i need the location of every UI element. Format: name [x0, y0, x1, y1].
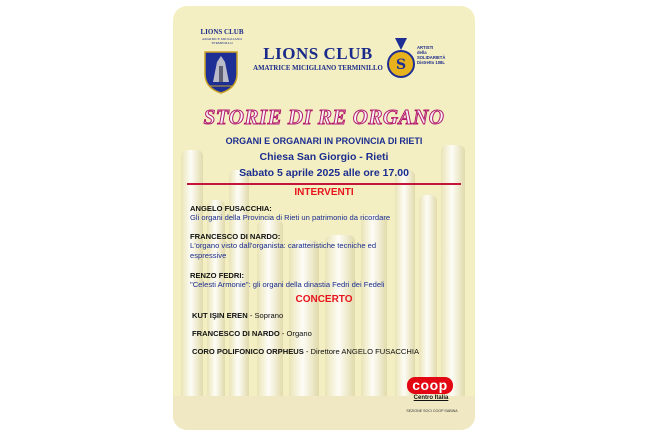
divider	[187, 183, 461, 185]
performer-row	[192, 311, 283, 320]
artisti-medal-icon	[386, 38, 416, 80]
performer-name: KUT IŞIN EREN	[192, 311, 248, 320]
interventi-heading: INTERVENTI	[294, 187, 354, 198]
performer-name: CORO POLIFONICO ORPHEUS	[192, 347, 304, 356]
performer-role: - Direttore ANGELO FUSACCHIA	[303, 347, 420, 356]
lions-small-subtitle: AMATRICE MICIGLIANO TERMINILLO	[202, 37, 242, 45]
event-title: STORIE DI RE ORGANO	[203, 105, 445, 129]
talk-title: Gli organi della Provincia di Rieti un patrimonio da ricordare	[190, 213, 391, 222]
performer-row	[192, 347, 419, 356]
lions-small-title: LIONS CLUB	[200, 28, 244, 36]
coop-region: Centro Italia	[413, 395, 449, 401]
artisti-solidarieta-label	[417, 45, 467, 65]
performer-row	[192, 329, 312, 338]
event-location: Chiesa San Giorgio - Rieti	[259, 151, 389, 163]
artisti-line-4: Distretto 108L	[417, 60, 445, 65]
event-poster	[173, 6, 475, 430]
artisti-line-3: SOLIDARIETÀ	[417, 55, 446, 60]
coop-footer: SEZIONE SOCI COOP SABINA	[406, 409, 458, 413]
lions-main-subtitle: AMATRICE MICIGLIANO TERMINILLO	[253, 65, 383, 72]
speaker-name: FRANCESCO DI NARDO:	[190, 232, 281, 241]
lions-club-header	[253, 44, 383, 72]
concerto-heading: CONCERTO	[295, 294, 353, 305]
performer-role: - Organo	[279, 329, 312, 338]
lions-crest-icon	[199, 48, 243, 94]
talk-title: L'organo visto dall'organista: caratteristiche tecniche ed espressive	[190, 241, 377, 260]
lions-main-title: LIONS CLUB	[263, 44, 373, 63]
coop-logo: coop	[407, 377, 453, 394]
talk-title: "Celesti Armonie": gli organi della dinastia Fedri dei Fedeli	[190, 280, 385, 289]
performer-role: - Soprano	[247, 311, 284, 320]
lions-small-logo-text	[194, 28, 250, 45]
artisti-line-1: ARTISTI	[417, 45, 434, 50]
event-subtitle: ORGANI E ORGANARI IN PROVINCIA DI RIETI	[225, 136, 423, 146]
speaker-name: ANGELO FUSACCHIA:	[190, 204, 272, 213]
artisti-line-2: della	[417, 50, 427, 55]
speaker-name: RENZO FEDRI:	[190, 271, 244, 280]
event-datetime: Sabato 5 aprile 2025 alle ore 17.00	[239, 167, 409, 179]
svg-text:S: S	[395, 57, 407, 73]
performer-name: FRANCESCO DI NARDO	[192, 329, 280, 338]
